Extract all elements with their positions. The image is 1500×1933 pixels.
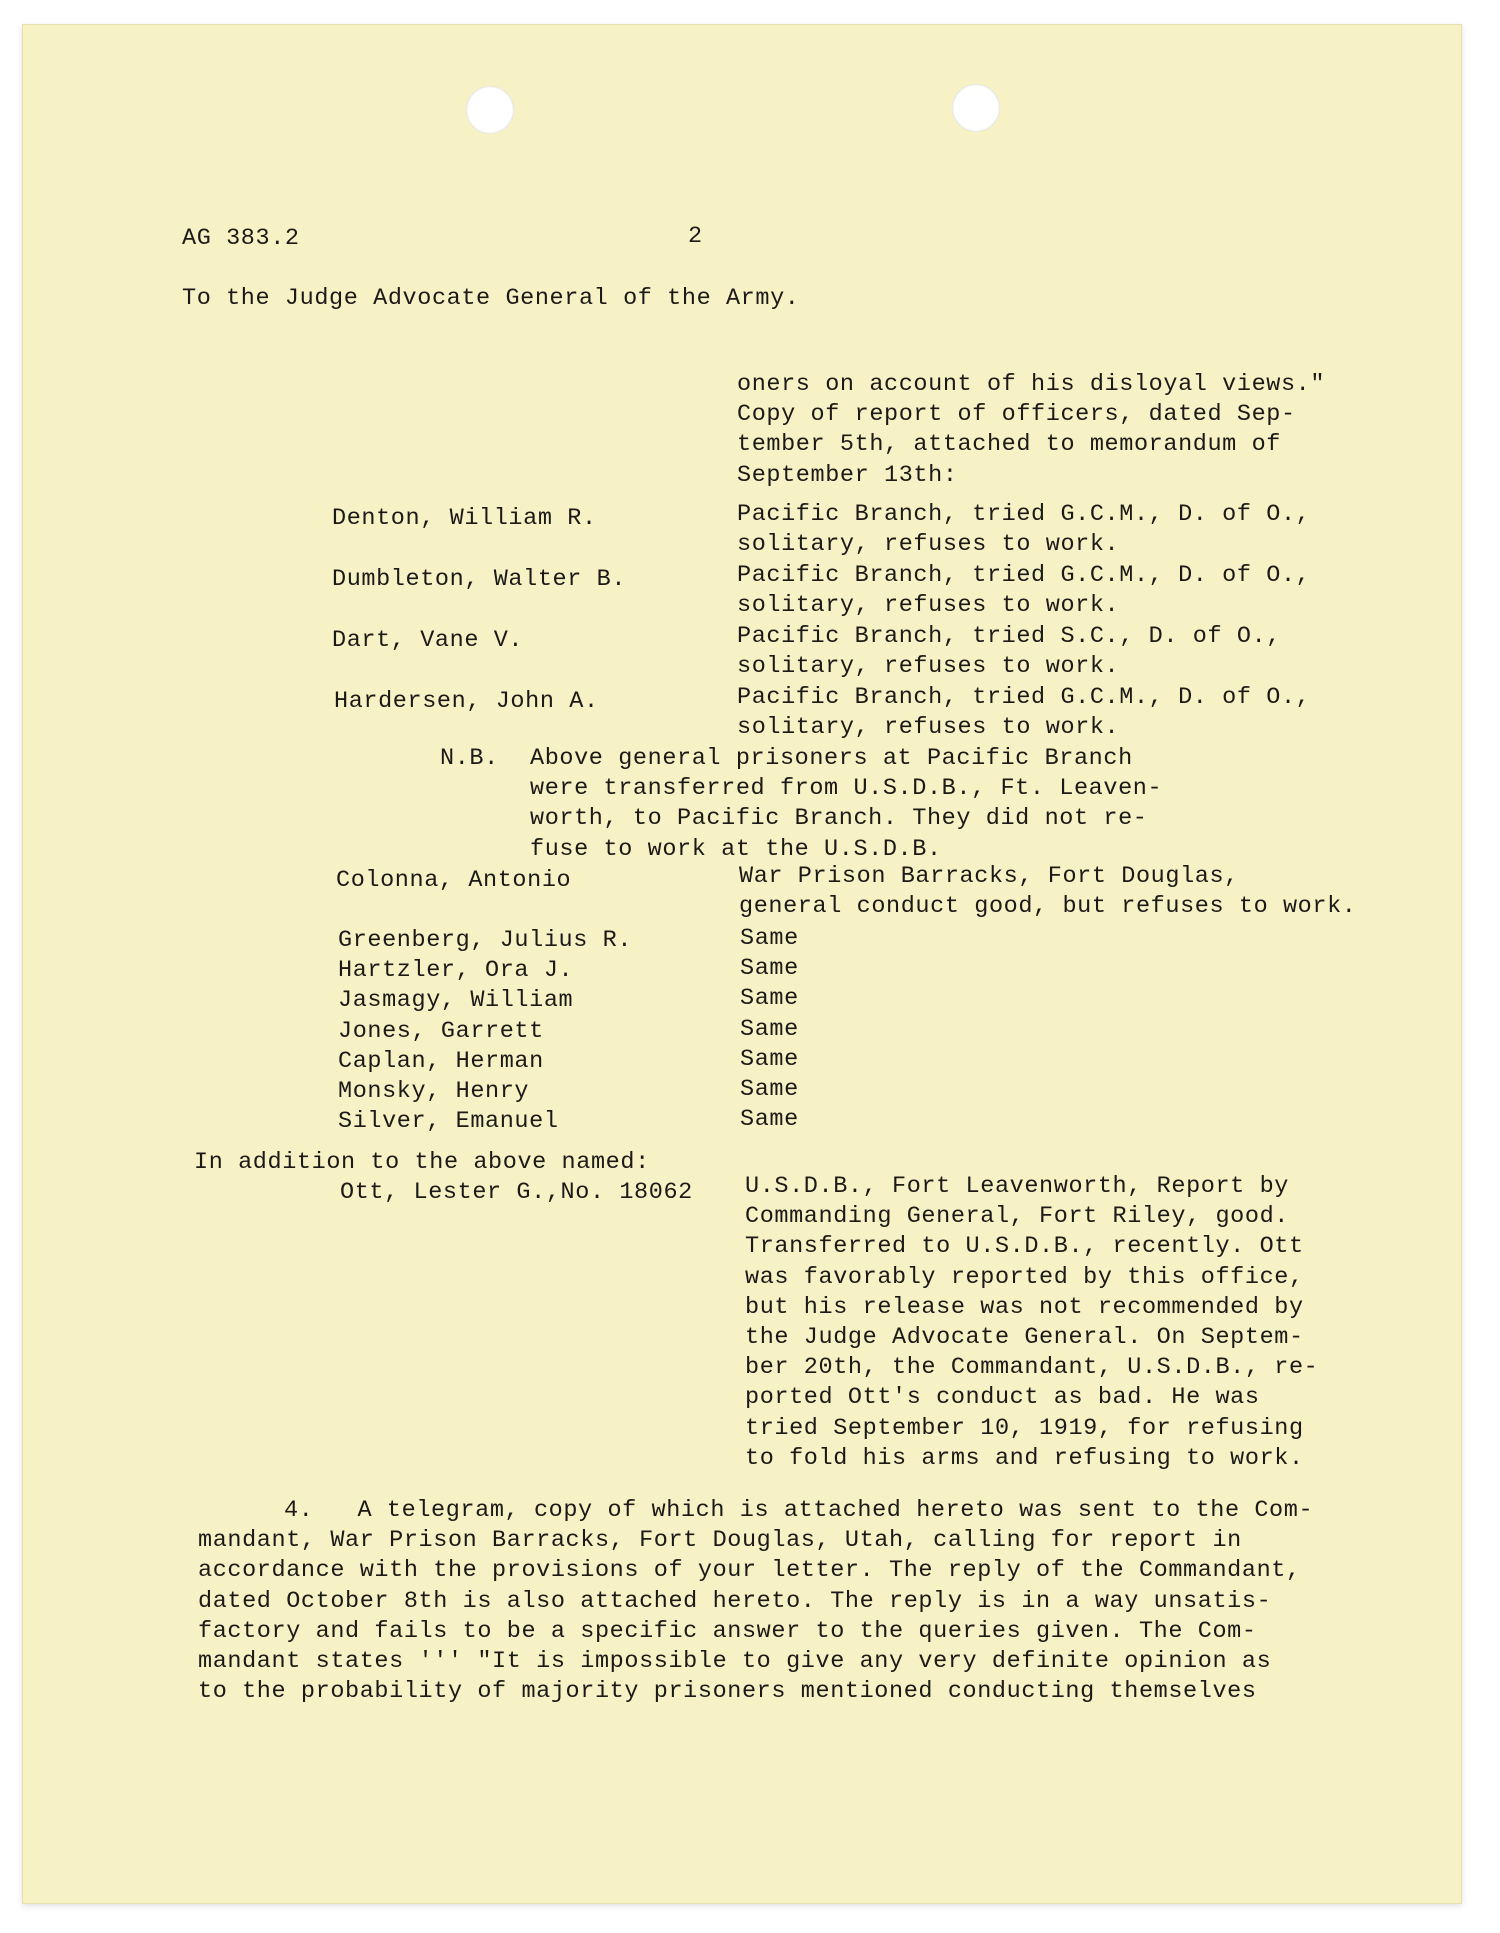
punch-hole-left	[466, 86, 514, 134]
text-line: solitary, refuses to work.	[737, 653, 1120, 681]
text-line: fuse to work at the U.S.D.B.	[530, 835, 942, 863]
prisoner-record	[739, 862, 1357, 922]
prisoner-record	[737, 500, 1310, 560]
text-line: solitary, refuses to work.	[737, 592, 1120, 620]
prisoner-name: Silver, Emanuel	[338, 1108, 559, 1136]
paragraph-line: 4. A telegram, copy of which is attached hereto was sent to the Com-	[284, 1497, 1314, 1524]
prisoner-name: Monsky, Henry	[338, 1078, 530, 1106]
prisoner-name: Hartzler, Ora J.	[338, 957, 574, 985]
text-line: ported Ott's conduct as bad. He was	[745, 1384, 1260, 1412]
text-line: but his release was not recommended by	[745, 1293, 1304, 1321]
prisoner-name: Hardersen, John A.	[334, 688, 599, 715]
punch-hole-right	[952, 84, 1000, 132]
paragraph-line: factory and fails to be a specific answer to the queries given. The Com-	[198, 1617, 1257, 1645]
prisoner-record	[737, 561, 1310, 621]
text-line: September 13th:	[737, 461, 958, 489]
paragraph-line: accordance with the provisions of your letter. The reply of the Commandant,	[198, 1557, 1301, 1585]
paragraph-line: mandant, War Prison Barracks, Fort Douglas, Utah, calling for report in	[198, 1527, 1242, 1555]
status-text: Same	[740, 955, 799, 983]
text-line: solitary, refuses to work.	[737, 531, 1120, 559]
addition-intro: In addition to the above named:	[194, 1149, 650, 1176]
addressee-line: To the Judge Advocate General of the Army.	[182, 285, 800, 312]
status-text: Same	[740, 1015, 799, 1043]
prisoner-record	[745, 1172, 1318, 1474]
paragraph-line: mandant states ''' "It is impossible to give any very definite opinion as	[198, 1648, 1272, 1676]
prisoner-name: Ott, Lester G.,No. 18062	[340, 1179, 693, 1206]
prisoner-record	[737, 622, 1281, 682]
text-line: Pacific Branch, tried G.C.M., D. of O.,	[737, 684, 1311, 711]
prisoner-name: Dart, Vane V.	[332, 627, 524, 654]
text-line: tried September 10, 1919, for refusing	[745, 1414, 1304, 1442]
status-text: Same	[740, 1045, 799, 1073]
status-text: Same	[740, 985, 799, 1013]
text-line: worth, to Pacific Branch. They did not re-	[530, 805, 1148, 833]
prisoner-record	[737, 683, 1310, 743]
status-text: Same	[740, 925, 799, 952]
text-line: were transferred from U.S.D.B., Ft. Leaven-	[530, 775, 1163, 803]
text-line: tember 5th, attached to memorandum of	[737, 431, 1281, 459]
prisoner-name: Jasmagy, William	[338, 987, 574, 1015]
text-line: Pacific Branch, tried G.C.M., D. of O.,	[737, 501, 1311, 528]
text-line: to fold his arms and refusing to work.	[745, 1444, 1304, 1472]
paragraph-line: dated October 8th is also attached hereto. The reply is in a way unsatis-	[198, 1587, 1272, 1615]
text-line: Transferred to U.S.D.B., recently. Ott	[745, 1233, 1304, 1261]
status-text: Same	[740, 1106, 799, 1134]
nb-label: N.B.	[440, 745, 499, 772]
continuation-text	[737, 370, 1325, 491]
text-line: the Judge Advocate General. On Septem-	[745, 1324, 1304, 1352]
text-line: Commanding General, Fort Riley, good.	[745, 1203, 1289, 1231]
text-line: general conduct good, but refuses to work.	[739, 893, 1357, 921]
page-number: 2	[688, 223, 703, 250]
text-line: Above general prisoners at Pacific Branch	[530, 745, 1133, 772]
prisoner-name: Greenberg, Julius R.	[338, 927, 633, 954]
file-code: AG 383.2	[182, 225, 300, 252]
nb-note-text	[530, 744, 1162, 865]
same-list-status	[740, 924, 799, 1135]
prisoner-name: Denton, William R.	[332, 505, 597, 532]
text-line: ber 20th, the Commandant, U.S.D.B., re-	[745, 1354, 1319, 1382]
prisoner-name: Colonna, Antonio	[336, 867, 572, 894]
prisoner-name: Caplan, Herman	[338, 1047, 544, 1075]
text-line: War Prison Barracks, Fort Douglas,	[739, 863, 1239, 890]
same-list-names	[338, 926, 632, 1137]
text-line: U.S.D.B., Fort Leavenworth, Report by	[745, 1173, 1289, 1200]
prisoner-name: Dumbleton, Walter B.	[332, 566, 627, 593]
status-text: Same	[740, 1076, 799, 1104]
text-line: Copy of report of officers, dated Sep-	[737, 401, 1296, 429]
text-line: was favorably reported by this office,	[745, 1263, 1304, 1291]
text-line: oners on account of his disloyal views."	[737, 371, 1326, 398]
paragraph-4	[198, 1496, 1313, 1707]
prisoner-name: Jones, Garrett	[338, 1017, 544, 1045]
document-page	[22, 24, 1462, 1904]
text-line: Pacific Branch, tried G.C.M., D. of O.,	[737, 562, 1311, 589]
text-line: solitary, refuses to work.	[737, 714, 1120, 742]
paragraph-line: to the probability of majority prisoners mentioned conducting themselves	[198, 1678, 1257, 1706]
text-line: Pacific Branch, tried S.C., D. of O.,	[737, 623, 1281, 650]
